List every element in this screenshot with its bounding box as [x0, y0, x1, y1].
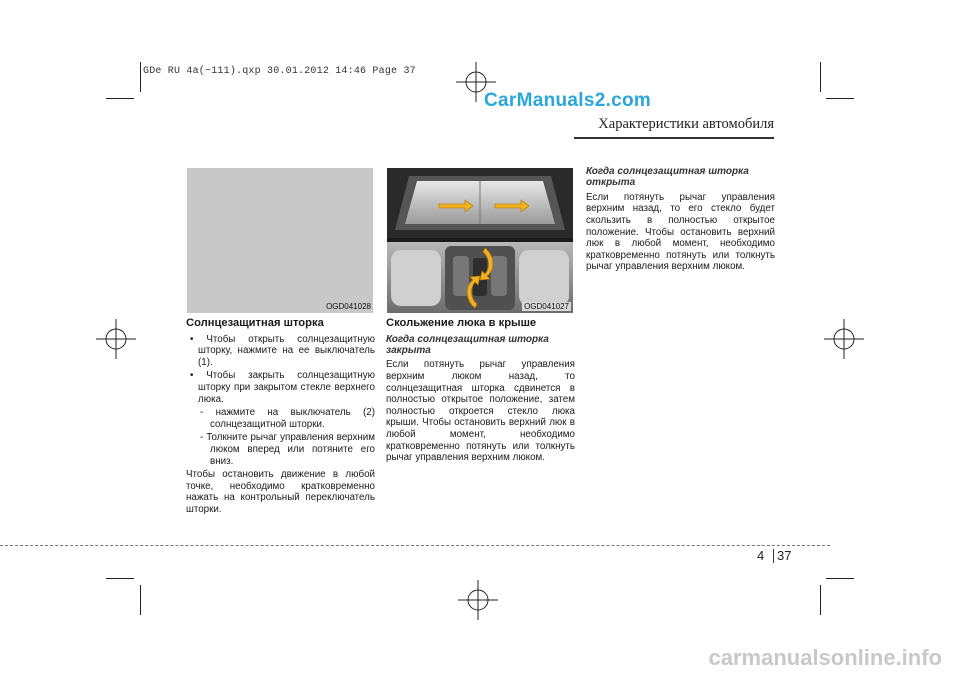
crop-mark: [140, 585, 141, 615]
dash-item: - Толкните рычаг управления верхним люком вперед или потяните его вниз.: [200, 432, 375, 467]
figure-sunroof: [387, 168, 573, 313]
sunroof-illustration-icon: [387, 168, 573, 313]
registration-mark-icon: [458, 580, 498, 620]
registration-mark-icon: [824, 319, 864, 359]
paragraph: Если потянуть рычаг управления верхним назад, то его стекло будет скользить в полностью открытое положение. Чтобы остановить верхний люк в любой момент, необходимо кратковременно потянуть или толкнуть рычаг управления верхним люком.: [586, 191, 775, 273]
paragraph: Если потянуть рычаг управления верхним люком назад, то солнцезащитная шторка сдвинется в полностью открытое положение, затем полностью откроется стекло люка крыши. Чтобы остановить верхний люк в любой момент, необходимо кратковременно потянуть или толкнуть рычаг управления верхним люком.: [386, 359, 575, 464]
dash-item: - нажмите на выключатель (2) солнцезащитной шторки.: [200, 407, 375, 430]
registration-mark-icon: [96, 319, 136, 359]
page-chapter: 4: [757, 548, 765, 563]
column-sunshade: [186, 318, 375, 518]
crop-mark: [826, 578, 854, 579]
chapter-rule: [574, 137, 774, 139]
figure-code: OGD041027: [524, 302, 569, 311]
bullet-item: • Чтобы закрыть солнцезащитную шторку при закрытом стекле верхнего люка.: [190, 370, 375, 405]
bullet-item: • Чтобы открыть солнцезащитную шторку, нажмите на ее выключатель (1).: [190, 333, 375, 368]
watermark-top[interactable]: CarManuals2.com: [484, 90, 652, 111]
section-heading: Скольжение люка в крыше: [386, 317, 537, 329]
page-separator: [773, 549, 774, 563]
chapter-title: Характеристики автомобиля: [598, 116, 774, 132]
section-heading: Солнцезащитная шторка: [186, 317, 324, 329]
column-sliding: [386, 318, 575, 466]
paragraph: Чтобы остановить движение в любой точке, необходимо кратковременно нажать на контрольный переключатель шторки.: [186, 469, 375, 515]
crop-mark: [820, 62, 821, 92]
print-slug: GDe RU 4a(~111).qxp 30.01.2012 14:46 Page 37: [143, 66, 416, 77]
crop-mark: [106, 578, 134, 579]
watermark-bottom[interactable]: carmanualsonline.info: [708, 645, 942, 670]
column-open: [586, 166, 775, 275]
crop-mark: [140, 62, 141, 92]
crop-mark: [826, 98, 854, 99]
page-number: 37: [777, 548, 792, 563]
crop-mark: [106, 98, 134, 99]
crop-mark: [820, 585, 821, 615]
footer-rule: [0, 545, 830, 546]
figure-code: OGD041028: [326, 302, 371, 311]
subheading: Когда солнцезащитная шторка открыта: [586, 166, 749, 189]
subheading: Когда солнцезащитная шторка закрыта: [386, 333, 549, 356]
figure-sunshade: [187, 168, 373, 313]
